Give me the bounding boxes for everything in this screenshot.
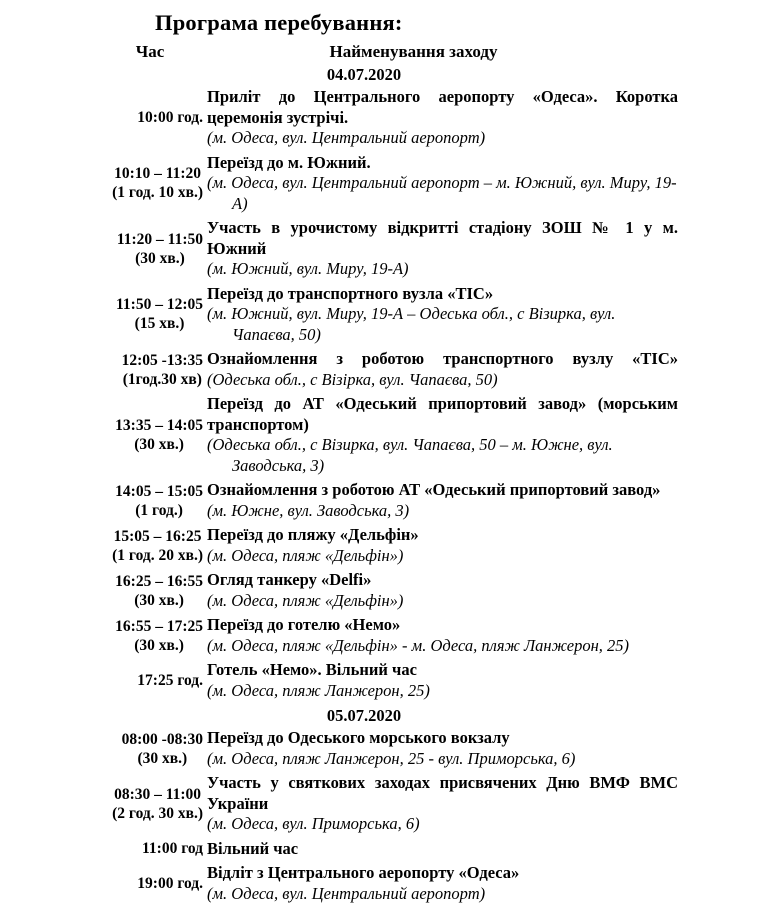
time-block <box>115 572 203 610</box>
event-cell <box>205 863 678 904</box>
time-cell <box>95 87 205 149</box>
day-rows <box>95 728 768 904</box>
table-row <box>95 660 768 701</box>
time-block <box>137 874 203 893</box>
time-block <box>112 785 203 823</box>
page-title: Програма перебування: <box>155 10 403 35</box>
event-location: (м. Одеса, вул. Приморська, 6) <box>207 814 420 833</box>
event-location: (Одеська обл., с Візирка, вул. Чапаєва, 50 – м. Южне, вул. Заводська, 3) <box>207 435 613 475</box>
date-header: 05.07.2020 <box>326 706 402 725</box>
event-location: (м. Одеса, вул. Центральний аеропорт) <box>207 883 486 903</box>
row-duration: (1год.30 хв) <box>122 370 202 388</box>
row-duration: (2 год. 30 хв.) <box>112 804 203 822</box>
event-title: Ознайомлення з роботою транспортного вузлу «ТІС» <box>207 349 678 368</box>
time-cell <box>95 863 205 904</box>
event-title: Переїзд до пляжу «Дельфін» <box>207 525 419 544</box>
row-duration: (1 год. 20 хв.) <box>112 546 203 564</box>
row-duration: (30 хв.) <box>134 591 184 609</box>
time-block <box>122 351 203 389</box>
event-cell <box>205 660 678 701</box>
row-time: 11:50 – 12:05 <box>116 296 203 314</box>
event-location: (м. Южний, вул. Миру, 19-А – Одеська обл., с Візирка, вул. Чапаєва, 50) <box>207 304 616 344</box>
table-row <box>95 525 768 566</box>
row-time: 19:00 год. <box>137 875 203 892</box>
row-duration: (30 хв.) <box>134 636 184 654</box>
time-block <box>137 671 203 690</box>
time-cell <box>95 570 205 611</box>
row-time: 11:00 год <box>142 840 203 858</box>
row-time: 10:00 год. <box>137 109 203 127</box>
time-cell <box>95 153 205 215</box>
event-cell <box>205 728 678 769</box>
table-row <box>95 728 768 769</box>
row-duration: (30 хв.) <box>137 749 188 767</box>
schedule-body <box>95 64 768 904</box>
event-location: (Одеська обл., с Візірка, вул. Чапаєва, 50) <box>207 369 498 389</box>
column-header-time: Час <box>135 42 165 61</box>
time-cell <box>95 394 205 476</box>
event-cell <box>205 218 678 280</box>
row-time: 15:05 – 16:25 <box>113 527 202 545</box>
event-title: Відліт з Центрального аеропорту «Одеса» <box>207 863 520 882</box>
event-cell <box>205 839 678 860</box>
time-block <box>117 230 203 268</box>
event-title: Переїзд до м. Южний. <box>207 152 371 172</box>
event-cell <box>205 87 678 149</box>
event-cell <box>205 615 678 656</box>
event-title: Ознайомлення з роботою АТ «Одеський припортовий завод» <box>207 480 661 499</box>
event-location: (м. Одеса, пляж «Дельфін») <box>207 590 404 610</box>
event-cell <box>205 570 678 611</box>
table-row <box>95 87 768 149</box>
event-location: (м. Одеса, пляж «Дельфін» - м. Одеса, пляж Ланжерон, 25) <box>207 635 629 655</box>
table-row <box>95 284 768 346</box>
time-cell <box>95 728 205 769</box>
time-cell <box>95 773 205 835</box>
time-cell <box>95 218 205 280</box>
event-location: (м. Одеса, пляж «Дельфін») <box>207 545 404 565</box>
event-cell <box>205 153 678 215</box>
event-title: Переїзд до Одеського морського вокзалу <box>207 728 510 747</box>
row-time: 17:25 год. <box>137 672 203 689</box>
event-title: Участь в урочистому відкритті стадіону ЗОШ № 1 у м. Южний <box>207 218 678 258</box>
table-row <box>95 153 768 215</box>
time-cell <box>95 839 205 860</box>
event-cell <box>205 773 678 835</box>
event-cell <box>205 480 678 521</box>
row-time: 08:30 – 11:00 <box>114 785 202 803</box>
event-cell <box>205 284 678 346</box>
event-title: Вільний час <box>207 838 299 858</box>
event-location: (м. Одеса, пляж Ланжерон, 25 - вул. Приморська, 6) <box>207 748 576 768</box>
time-block <box>142 839 203 858</box>
event-title: Переїзд до АТ «Одеський припортовий завод» (морським транспортом) <box>207 394 678 434</box>
date-header: 04.07.2020 <box>326 65 402 84</box>
event-location: (м. Одеса, вул. Центральний аеропорт – м. Южний, вул. Миру, 19-А) <box>207 173 677 213</box>
event-location: (м. Южний, вул. Миру, 19-А) <box>207 259 409 278</box>
time-block <box>112 527 203 565</box>
row-duration: (1 год.) <box>135 501 183 519</box>
event-title: Готель «Немо». Вільний час <box>207 660 417 679</box>
table-row <box>95 839 768 860</box>
time-block <box>115 617 203 655</box>
row-time: 08:00 -08:30 <box>121 730 203 748</box>
row-time: 16:25 – 16:55 <box>115 572 203 590</box>
time-cell <box>95 480 205 521</box>
row-duration: (15 хв.) <box>134 315 185 333</box>
table-row <box>95 773 768 835</box>
table-row <box>95 615 768 656</box>
table-header <box>95 42 768 62</box>
event-title: Приліт до Центрального аеропорту «Одеса». Коротка церемонія зустрічі. <box>207 87 678 127</box>
event-title: Переїзд до готелю «Немо» <box>207 615 401 634</box>
day-section <box>95 64 768 701</box>
time-cell <box>95 615 205 656</box>
row-time: 14:05 – 15:05 <box>115 482 203 500</box>
row-time: 12:05 -13:35 <box>121 351 203 369</box>
table-row <box>95 570 768 611</box>
event-location: (м. Одеса, вул. Центральний аеропорт) <box>207 128 486 147</box>
table-row <box>95 394 768 476</box>
time-block <box>115 416 203 454</box>
time-block <box>115 482 203 520</box>
event-title: Участь у святкових заходах присвячених Дню ВМФ ВМС України <box>207 773 678 813</box>
event-title: Переїзд до транспортного вузла «ТІС» <box>207 283 494 303</box>
time-block <box>112 164 203 202</box>
time-cell <box>95 284 205 346</box>
row-time: 11:20 – 11:50 <box>116 230 203 248</box>
event-cell <box>205 349 678 390</box>
row-duration: (1 год. 10 хв.) <box>112 184 203 202</box>
time-block <box>116 295 203 333</box>
row-duration: (30 хв.) <box>135 249 185 267</box>
event-cell <box>205 525 678 566</box>
event-title: Огляд танкеру «Delfi» <box>207 570 372 589</box>
time-block <box>122 730 203 768</box>
column-header-event: Найменування заходу <box>329 42 498 61</box>
table-row <box>95 218 768 280</box>
day-rows <box>95 87 768 701</box>
time-cell <box>95 660 205 701</box>
time-cell <box>95 525 205 566</box>
row-time: 13:35 – 14:05 <box>115 417 203 434</box>
table-row <box>95 349 768 390</box>
time-block <box>137 108 203 127</box>
row-time: 16:55 – 17:25 <box>115 617 203 635</box>
event-cell <box>205 394 678 476</box>
event-location: (м. Одеса, пляж Ланжерон, 25) <box>207 680 430 700</box>
day-section <box>95 705 768 904</box>
row-time: 10:10 – 11:20 <box>114 165 202 183</box>
table-row <box>95 480 768 521</box>
table-row <box>95 863 768 904</box>
time-cell <box>95 349 205 390</box>
row-duration: (30 хв.) <box>134 436 184 453</box>
event-location: (м. Южне, вул. Заводська, 3) <box>207 500 410 520</box>
